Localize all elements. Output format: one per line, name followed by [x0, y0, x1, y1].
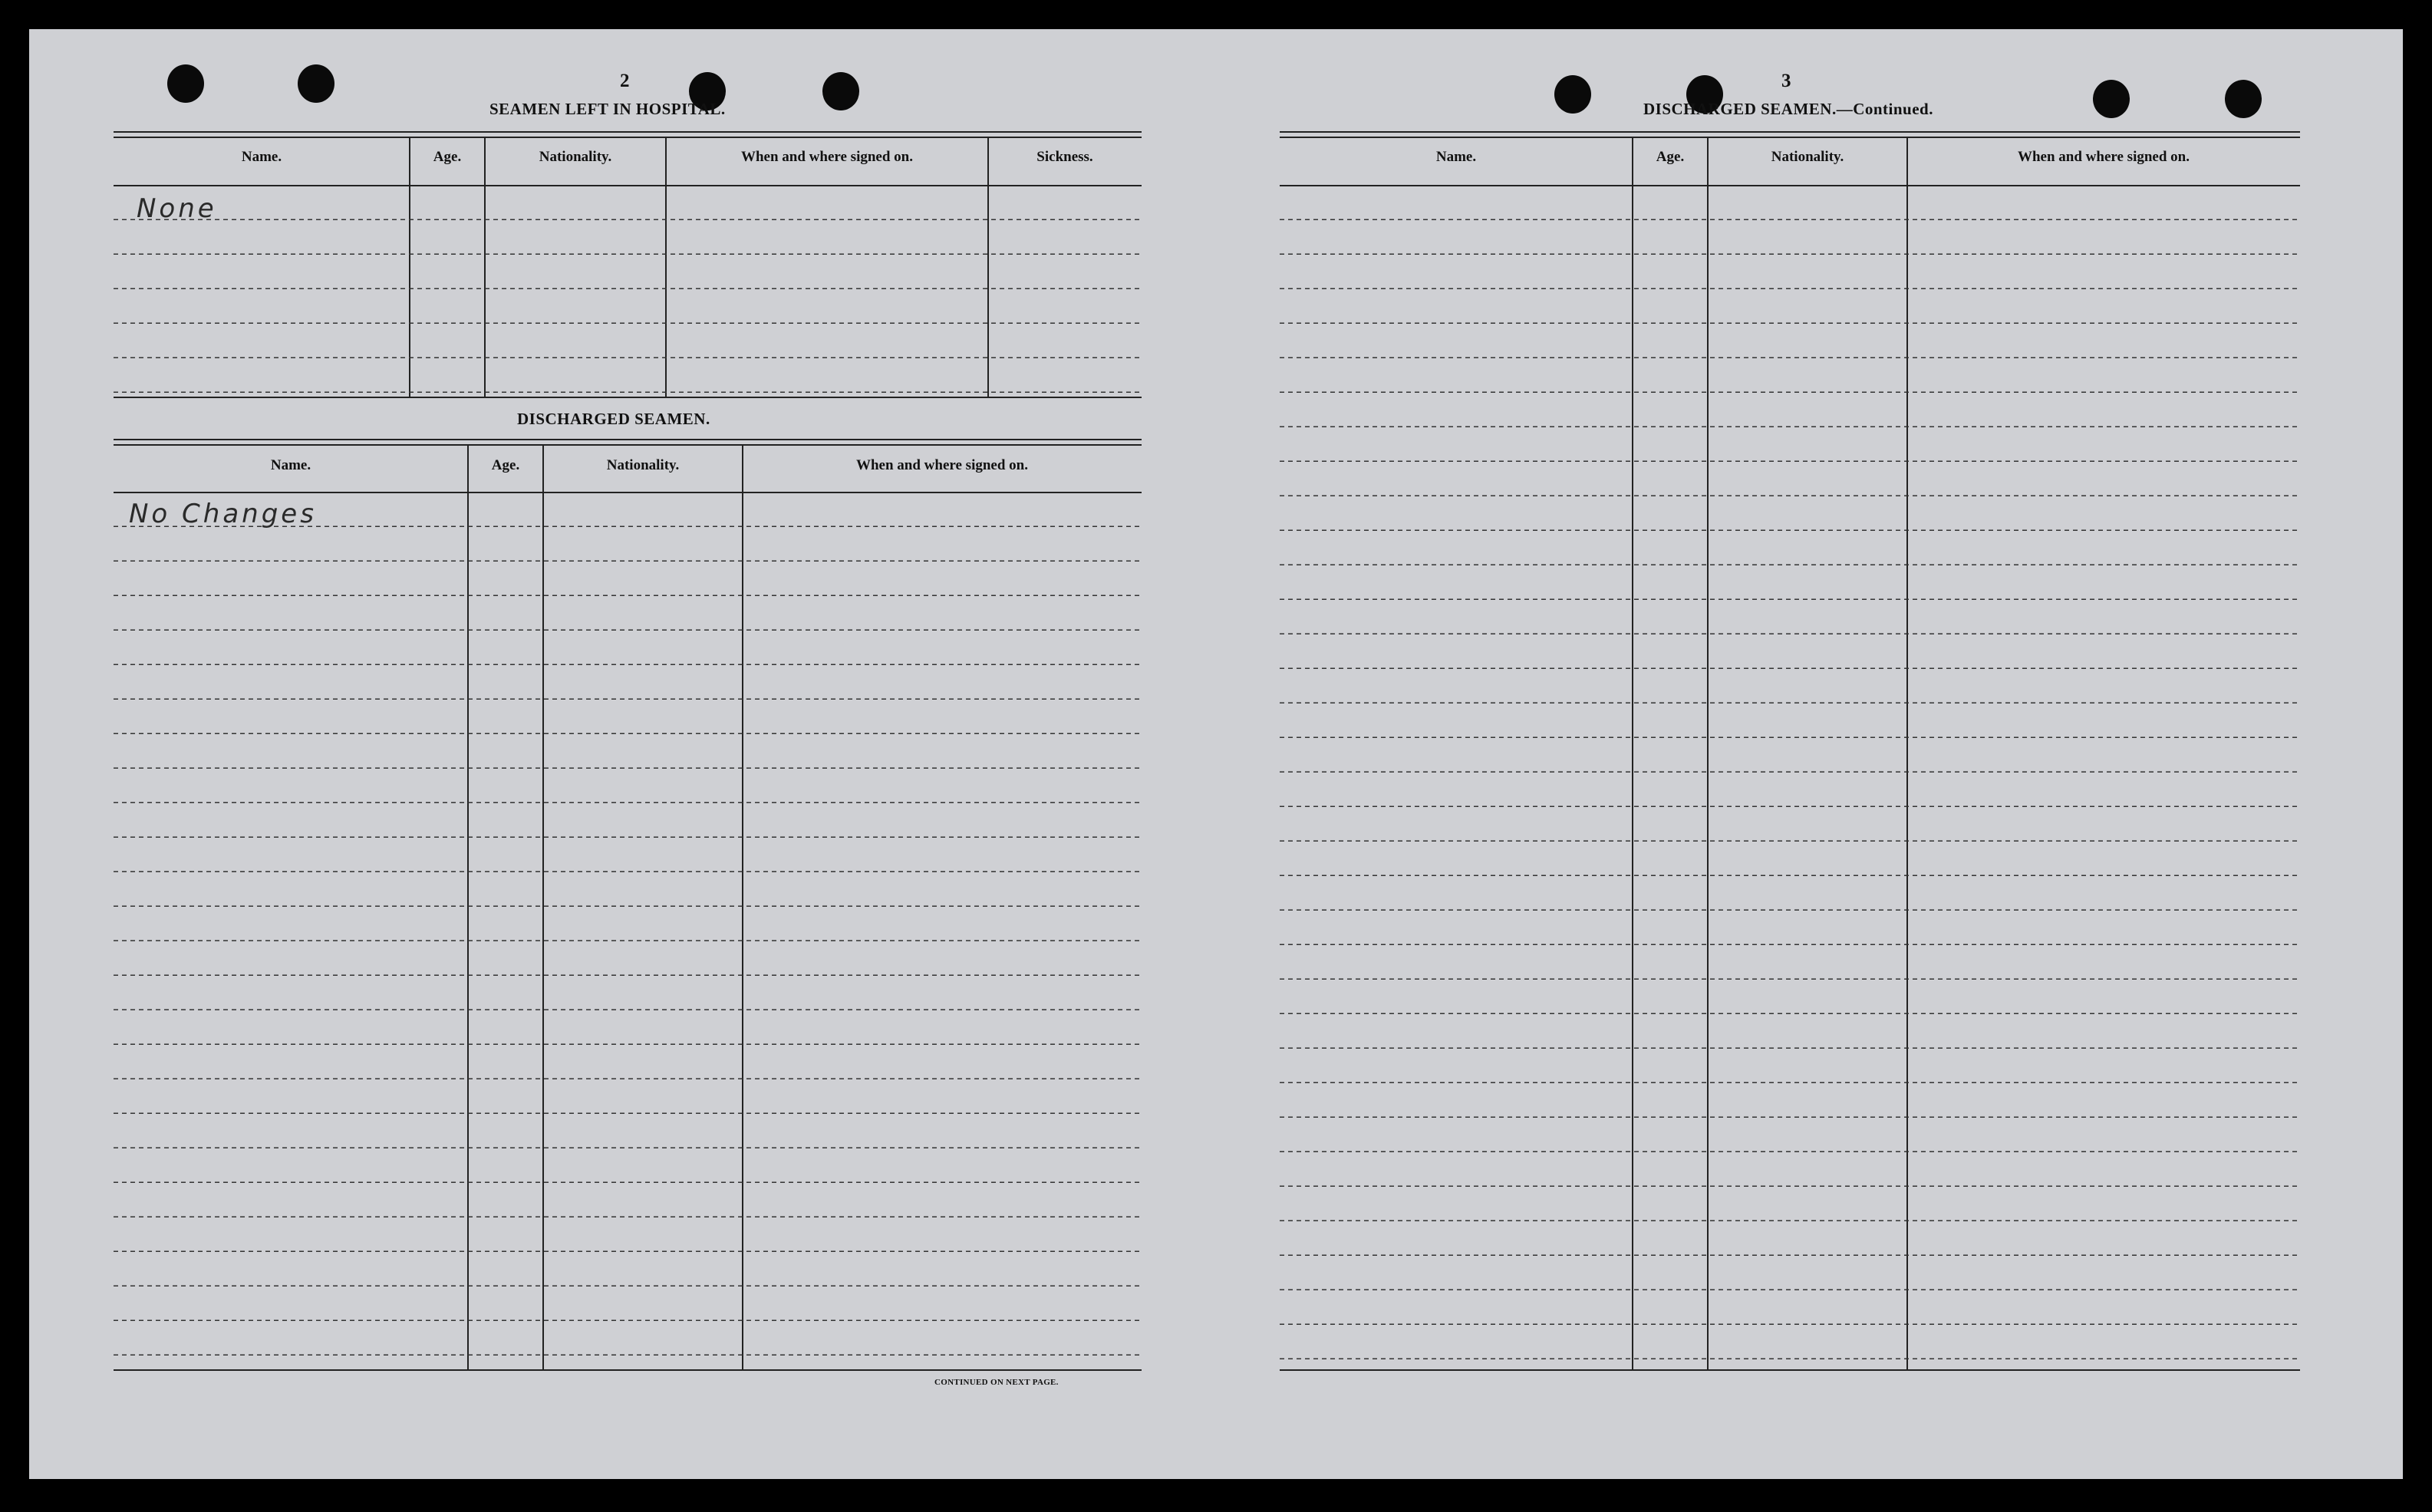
hospital-col-signed-on: When and where signed on.	[740, 149, 913, 165]
hospital-handwritten-entry: None	[137, 193, 217, 224]
hospital-col-sickness: Sickness.	[1036, 149, 1093, 165]
discharged-section-title: DISCHARGED SEAMEN.	[517, 410, 710, 428]
right-col-name: Name.	[1435, 149, 1477, 165]
hospital-section-title: SEAMEN LEFT IN HOSPITAL.	[489, 100, 726, 118]
discharged-col-signed-on: When and where signed on.	[855, 457, 1028, 473]
page-number-left: 2	[620, 71, 630, 91]
right-page-title: DISCHARGED SEAMEN.—Continued.	[1643, 100, 1933, 118]
document-scan	[29, 29, 2403, 1479]
discharged-col-age: Age.	[491, 457, 520, 473]
discharged-handwritten-entry: No Changes	[129, 499, 317, 529]
right-col-signed-on: When and where signed on.	[2017, 149, 2190, 165]
discharged-col-nationality: Nationality.	[606, 457, 680, 473]
discharged-col-name: Name.	[270, 457, 311, 473]
hospital-col-name: Name.	[241, 149, 282, 165]
page-number-right: 3	[1781, 71, 1791, 91]
right-col-nationality: Nationality.	[1771, 149, 1844, 165]
hospital-col-nationality: Nationality.	[539, 149, 612, 165]
continued-footer: CONTINUED ON NEXT PAGE.	[934, 1378, 1059, 1387]
hospital-table-rules	[29, 29, 2403, 1479]
hospital-col-age: Age.	[433, 149, 462, 165]
right-col-age: Age.	[1656, 149, 1685, 165]
